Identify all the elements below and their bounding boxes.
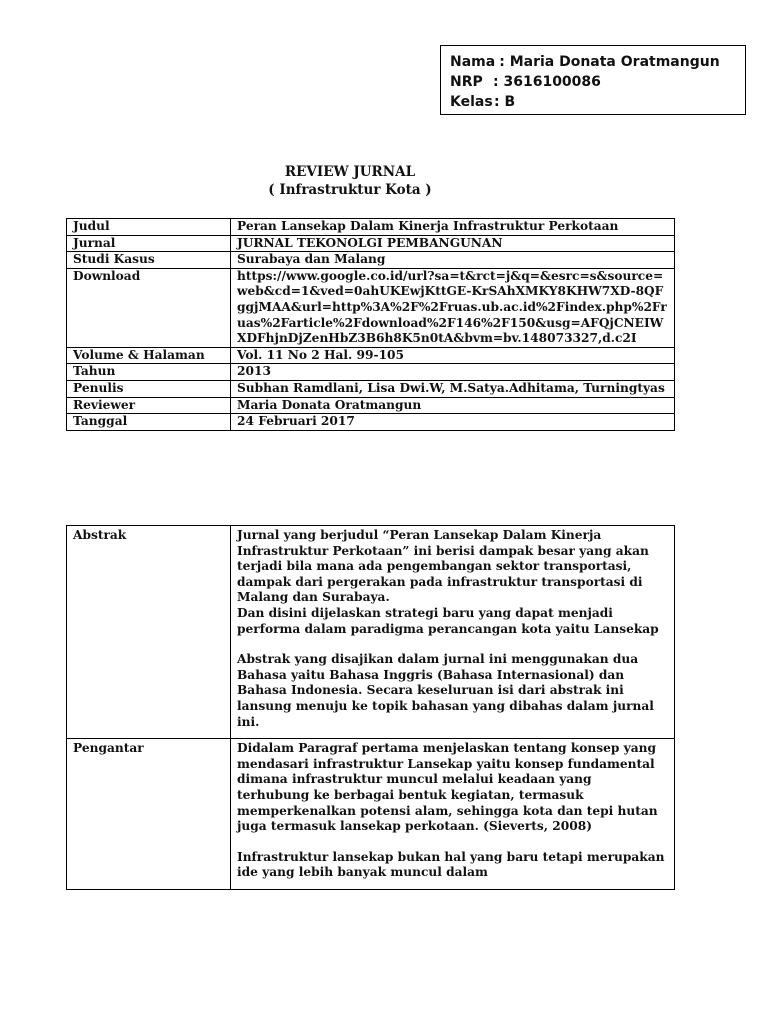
table-row: [67, 414, 675, 431]
student-info-box: [440, 45, 746, 115]
row-key: Tahun: [67, 364, 231, 381]
table-row: [67, 219, 675, 236]
row-key: Download: [67, 268, 231, 347]
pengantar-content: [231, 739, 675, 890]
review-title: REVIEW JURNAL: [284, 164, 416, 180]
student-nrp-row: NRP : 3616100086: [450, 74, 601, 90]
student-name-row: Nama : Maria Donata Oratmangun: [450, 54, 720, 70]
row-key: Jurnal: [67, 235, 231, 252]
student-nrp: 3616100086: [503, 74, 601, 90]
abstrak-paragraph-1: Jurnal yang berjudul “Peran Lansekap Dalam Kinerja Infrastruktur Perkotaan” ini berisi dampak besar yang akan terjadi bila mana ada pengembangan sektor transportasi, dampak dari pergerakan pada infrastruktur transportasi di Malang dan Surabaya. Dan disini dijelaskan strategi baru yang dapat menjadi performa dalam paradigma perancangan kota yaitu Lansekap: [237, 528, 659, 636]
download-url[interactable]: https://www.google.co.id/url?sa=t&rct=j&q=&esrc=s&source=web&cd=1&ved=0ahUKEwjKttGE-KrSAhXMKY8KHW7XD-8QFggjMAA&url=http%3A%2F%2Fruas.ub.ac.id%2Findex.php%2Fruas%2Farticle%2Fdownload%2F146%2F150&usg=AFQjCNEIWXDFhjnDjZenHbZ3B6h8K5n0tA&bvm=bv.148073327,d.c2I: [231, 268, 675, 347]
table-row: [67, 380, 675, 397]
row-key: Reviewer: [67, 397, 231, 414]
abstrak-paragraph-2: Abstrak yang disajikan dalam jurnal ini menggunakan dua Bahasa yaitu Bahasa Inggris (Bahasa Internasional) dan Bahasa Indonesia. Secara keseluruan isi dari abstrak ini lansung menuju ke topik bahasan yang dibahas dalam jurnal ini.: [237, 652, 654, 729]
review-subtitle: ( Infrastruktur Kota ): [268, 182, 432, 198]
nrp-label: NRP: [450, 74, 483, 90]
row-key: Judul: [67, 219, 231, 236]
row-value: JURNAL TEKONOLGI PEMBANGUNAN: [231, 235, 675, 252]
row-value: Maria Donata Oratmangun: [231, 397, 675, 414]
row-key: Studi Kasus: [67, 252, 231, 269]
row-value: Surabaya dan Malang: [231, 252, 675, 269]
table-row: [67, 397, 675, 414]
student-name: Maria Donata Oratmangun: [509, 54, 720, 70]
table-row: [67, 268, 675, 347]
table-row: [67, 252, 675, 269]
table-row: [67, 526, 675, 739]
row-value: Subhan Ramdlani, Lisa Dwi.W, M.Satya.Adhitama, Turningtyas: [231, 380, 675, 397]
kelas-label: Kelas: [450, 94, 493, 110]
row-value: 24 Februari 2017: [231, 414, 675, 431]
table-row: [67, 739, 675, 890]
table-row: [67, 364, 675, 381]
student-kelas-row: Kelas : B: [450, 94, 516, 110]
row-key: Penulis: [67, 380, 231, 397]
row-value: Peran Lansekap Dalam Kinerja Infrastruktur Perkotaan: [231, 219, 675, 236]
abstrak-key: Abstrak: [67, 526, 231, 739]
name-label: Nama: [450, 54, 496, 70]
table-row: [67, 235, 675, 252]
journal-info-table: [66, 218, 675, 431]
abstrak-content: [231, 526, 675, 739]
review-content-table: [66, 525, 675, 890]
row-value: Vol. 11 No 2 Hal. 99-105: [231, 347, 675, 364]
table-row: [67, 347, 675, 364]
row-key: Tanggal: [67, 414, 231, 431]
pengantar-paragraph-2: Infrastruktur lansekap bukan hal yang baru tetapi merupakan ide yang lebih banyak muncul dalam: [237, 849, 665, 880]
row-key: Volume & Halaman: [67, 347, 231, 364]
row-value: 2013: [231, 364, 675, 381]
pengantar-paragraph-1: Didalam Paragraf pertama menjelaskan tentang konsep yang mendasari infrastruktur Lansekap yaitu konsep fundamental dimana infrastruktur muncul melalui keadaan yang terhubung ke berbagai bentuk kegiatan, termasuk memperkenalkan potensi alam, sehingga kota dan tepi hutan juga termasuk lansekap perkotaan. (Sieverts, 2008): [237, 741, 658, 834]
student-kelas: B: [504, 94, 516, 110]
pengantar-key: Pengantar: [67, 739, 231, 890]
